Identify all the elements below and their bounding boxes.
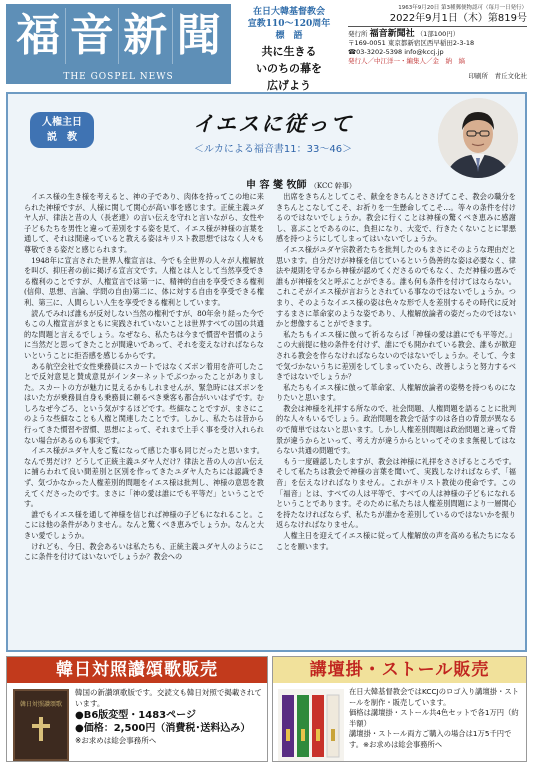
stole-bundle-price: 講壇掛・ストール両方ご購入の場合は1万5千円です。※お求めは総会事務所へ	[349, 729, 512, 749]
stole-advertisement	[272, 656, 527, 762]
article-column-right	[276, 192, 516, 563]
sermon-badge	[30, 112, 94, 148]
issue-date: 2022年9月1日（木）第819号	[348, 12, 527, 27]
editors: 発行人／中江洋一・編集人／金 納 縞	[348, 57, 465, 65]
issue-info	[348, 4, 527, 90]
author-line	[246, 176, 356, 191]
hymnal-ad-body	[7, 685, 267, 761]
masthead-char: 福	[12, 8, 66, 64]
article-paragraph: 読んでみれば誰もが反対しない当然の権利ですが、80年余り経った今でもこの人権宣言がまともに実践されていないことは世界すべての国の共通的な問題と言えるでしょう。なぜなら、私たちは今まで慣習や習慣のように当然だと思ってきたことが間違いであって、それを変えなければならないということに拒否感を感じるからです。	[24, 308, 264, 360]
badge-line-1: 人権主日	[42, 117, 82, 128]
badge-line-2: 説 教	[47, 132, 77, 143]
stole-price: 価格は講壇掛・ストール共4色セットで各1万円（約半額）	[349, 708, 519, 728]
article-body	[24, 192, 516, 563]
slogan-line-3: 広げよう	[267, 79, 311, 92]
masthead-subtitle: THE GOSPEL NEWS	[63, 72, 174, 82]
hymnal-order-note: ※お求めは総会事務所へ	[75, 736, 157, 745]
publisher-label: 発行所	[348, 30, 368, 38]
scripture-reference: ＜ルカによる福音書11：33〜46＞	[193, 144, 353, 155]
masthead-char: 音	[66, 8, 120, 64]
masthead-char: 新	[119, 8, 173, 64]
hymnal-book-image	[13, 689, 69, 761]
stole-ad-title: 講壇掛・ストール販売	[273, 657, 526, 683]
article-paragraph: もう一度確認したしますが、教会は神様に礼拝をささげるところです。そして私たちは教会で神様の言葉を聞いて、実践しなければならず、「福音」を伝えなければなりません。これがキリスト教徒の使命です。この「福音」とは、すべての人は平等で、すべての人は神様の子どもになれるということであります。そのために私たちは人権差別問題により一層関心を持たなければならず、私たちが誰かを差別しているのではないかを振り返らなければなりません。	[276, 456, 516, 530]
sermon-article	[6, 92, 527, 652]
address: 〒169-0051 東京都新宿区西早稲田2-3-18	[348, 39, 475, 47]
masthead	[6, 4, 231, 84]
article-paragraph: 人権主日を迎えてイエス様に従って人権解放の声を高める私たちになることを願います。	[276, 531, 516, 551]
slogan-anniversary: 宣教110〜120周年	[247, 19, 331, 29]
slogan-line-2: いのちの幕を	[256, 62, 322, 75]
stole-photo	[278, 689, 344, 761]
article-paragraph: 私たちもイエス様に倣って革命家、人権解放論者の姿勢を持つものになりたいと思います。	[276, 382, 516, 403]
author-name: 申 容 燮 牧師	[246, 180, 307, 191]
price: （1部100円）	[416, 30, 460, 38]
hymnal-book-label: 韓日対照讃頌歌	[19, 701, 62, 708]
stole-description: 在日大韓基督教会ではKCCJのロゴ入り講壇掛・ストールを制作・販売しています。	[349, 687, 519, 707]
stole-image	[278, 689, 344, 761]
printer: 印刷所 青丘文化社	[468, 72, 527, 80]
hymnal-price: ●価格：2,500円（消費税･送料込み）	[75, 723, 251, 734]
hymnal-description: 韓国の新讃頌歌版です。交読文も韓日対照で掲載されています。	[75, 688, 262, 708]
article-paragraph: 誰でもイエス様を通して神様を信じれば神様の子どもになれること。ここには他の条件がありません。なんと驚くべき恵みでしょうか。なんと大きい愛でしょうか。	[24, 509, 264, 540]
masthead-char: 聞	[176, 10, 221, 61]
article-paragraph: イエス様の生き様を考えると、神の子であり、肉体を持ってこの地に来られた神様ですが、人様に関して関心が高い事を感じます。正統主義ユダヤ人が、律法と昔の人（長老達）の言い伝えを守れと言いながら、女性や子どもたちを男性と違って差別をする姿を見て、イエス様が神様の言葉を通して、それは間違っていると教える姿はキリスト教思想ではなく人々も尊敬できる姿だと感じられます。	[24, 192, 264, 254]
slogan-block	[234, 4, 344, 92]
slogan-line-1: 共に生きる	[261, 45, 317, 58]
hymnal-ad-text	[75, 687, 265, 746]
article-paragraph: イエス様がユダヤ人をご覧になって感じた事も同じだったと思います。なんで男だけ？どうして正統主義ユダヤ人だけ？律法と昔の人の言い伝えに捕らわれて良い間差別と区別を作ってきたユダヤ人たちには認識できず、気づかなかった人権差別的問題をイエス様は批判し、神様の意思を教えてくださったのです。まさに「神の愛は誰にでも平等だ」ということです。	[24, 446, 264, 509]
slogan-org: 在日大韓基督教会	[252, 7, 325, 17]
stole-ad-body	[273, 685, 526, 761]
slogan-label: 標 語	[275, 31, 303, 41]
article-paragraph: イエス様がユダヤ宗教者たちを批判したのもまさにそのような理由だと思います。自分だけが神様を信じているという偽善的な姿は必要なく、律法や規則を守るから神様が認めてくださるのでもなく、ただ神様の恵みで誰もが神様を父と呼ぶことができる。誰も何も条件を付けてはならない。これこそがイエス様が言おうとされている事なのではないでしょうか。つまり、そのようなイエス様の姿は色々な形で人を差別するその時代に反対するまさに革命家のような姿であり、人権解放論者の姿だったのではないかと想像することができます。	[276, 244, 516, 329]
cross-emblem-icon	[26, 714, 56, 744]
publisher-row	[348, 30, 527, 39]
publisher-name: 福音新聞社	[369, 29, 415, 39]
hymnal-size: ●B6版変型・1483ページ	[75, 710, 196, 721]
hymnal-advertisement	[6, 656, 268, 762]
article-paragraph: ある航空会社で女性乗務員にスカートではなくズボン着用を許可したことで反対意見と賛成意見がインターネットでぶつかったことがありました。スカートの方が魅力に見えるかもしれませんが、緊急時にはズボンをはいた方が乗務員自身も乗務員に頼るべき乗客も都合がいいはずです。むしろなぜ今ごろ、という気がするほどです。些細なことですが、まさにこのような些細なことも人権と関連したことです。しかし、私たちは昔から行ってきた慣習や習慣、思想によって、それまで上手く事を受け入れられない場合があるのも事実です。	[24, 361, 264, 445]
masthead-title	[12, 8, 225, 64]
issue-meta: 1963年9月20日 第3種郵便物認可（毎月一日発行）	[398, 5, 527, 11]
article-paragraph: 私たちもイエス様に倣って祈るならば「神様の愛は誰にでも平等だ。」この大前提に他の条件を付けず、誰にでも開かれている教会、誰もが歓迎される教会を作らなければならないのではないでしょうか。そして、今まで気づかないうちに差別をしてしまっていたら、改善しようと努力するべきではないでしょうか？	[276, 329, 516, 382]
header	[6, 4, 527, 90]
article-paragraph: けれども、今日、教会あるいは私たちも、正統主義ユダヤ人のようにここに条件を付けてはいないでしょうか？教会への	[24, 541, 264, 562]
article-paragraph: 1948年に宣言された世界人権宣言は、今でも全世界の人々が人権解放を叫び、抑圧者の前に掲げる宣言文です。人権とは人として当然享受できる権利のことですが、人権宣言では第一に、精神的自由を享受できる権利(信仰、思想、言論、学問の自由)第二に、体に対する自由を享受できる権利、第三に、人間らしい人生を享受できる権利としています。	[24, 255, 264, 307]
contact: ☎03-3202-5398 info@kccj.jp	[348, 48, 444, 56]
hymnal-ad-title: 韓日対照讃頌歌販売	[7, 657, 267, 683]
author-church: （KCC 幹事）	[309, 182, 356, 190]
author-photo	[438, 98, 518, 178]
article-paragraph: 出席をきちんとしてこそ、献金をきちんとささげてこそ、教会の職分をきちんとこなしてこそ、お祈りを一生懸命してこそ…。等々の条件を付けるのではないでしょうか。教会に行くことは神様の驚くべき恵みに感謝し、喜ぶことであるのに、負担になり、大変で、行きたくないことに罪悪感を持つようにしてしまってはいないでしょうか。	[276, 192, 516, 244]
article-title: イエスに従って	[192, 111, 354, 136]
article-column-left	[24, 192, 264, 563]
article-paragraph: 教会は神様を礼拝する所なので、社会問題、人権問題を語ることに批判的な人々もいるでしょう。政治問題を教会で話すのは各自の背景が異なるので簡単ではないと思います。しかし人権差別問題は政治問題と違って背景が違うからといって、考え方が違うからといってそのまま無視してはならない共通の問題です。	[276, 403, 516, 456]
author-portrait-image	[438, 98, 518, 178]
stole-ad-text	[349, 687, 524, 750]
